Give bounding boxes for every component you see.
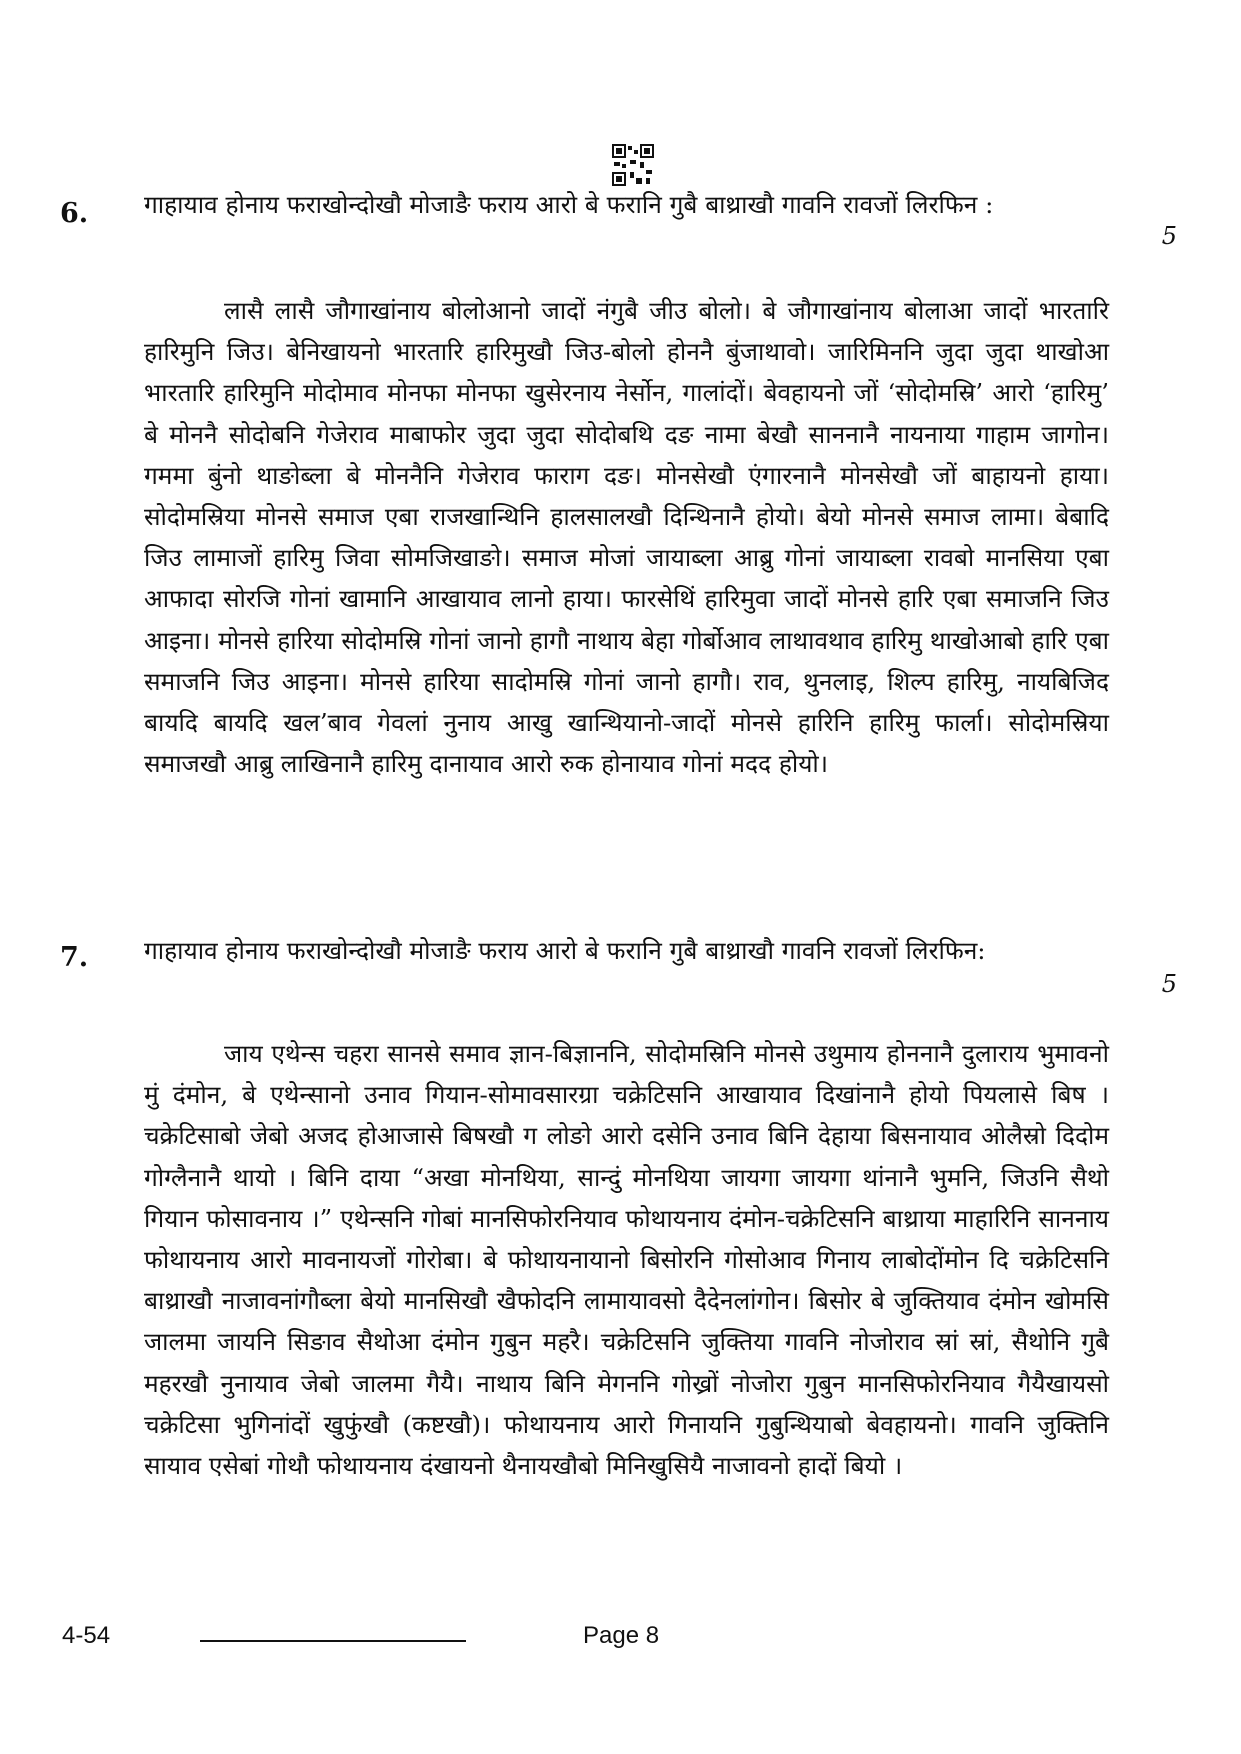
qr-code-icon <box>612 144 654 186</box>
paper-code: 4-54 <box>62 1622 111 1649</box>
question-prompt: गाहायाव होनाय फराखोन्दोखौ मोजाङै फराय आरो बे फरानि गुबै बाथ्राखौ गावनि रावजों लिरफिन : <box>144 190 994 219</box>
footer-divider <box>200 1640 466 1642</box>
page-number: Page 8 <box>583 1622 660 1649</box>
question-marks: 5 <box>1161 970 1177 998</box>
question-prompt: गाहायाव होनाय फराखोन्दोखौ मोजाङै फराय आरो बे फरानि गुबै बाथ्राखौ गावनि रावजों लिरफिन: <box>144 936 986 965</box>
reading-passage: लासै लासै जौगाखांनाय बोलोआनो जादों नंगुबै जीउ बोलो। बे जौगाखांनाय बोलाआ जादों भारतारि हारिमुनि जिउ। बेनिखायनो भारतारि हारिमुखौ जिउ-बोलो होननै बुंजाथावो। जारिमिननि जुदा जुदा थाखोआ भारतारि हारिमुनि मोदोमाव मोनफा मोनफा खुसेरनाय नेर्सोन, गालांदों। बेवहायनो जों ‘सोदोमस्रि’ आरो ‘हारिमु’ बे मोननै सोदोबनि गेजेराव माबाफोर जुदा जुदा सोदोबथि दङ नामा बेखौ साननानै नायनाया गाहाम जागोन। गममा बुंनो थाङोब्ला बे मोननैनि गेजेराव फाराग दङ। मोनसेखौ एंगारनानै मोनसेखौ जों बाहायनो हाया। सोदोमस्रिया मोनसे समाज एबा राजखान्थिनि हालसालखौ दिन्थिनानै होयो। बेयो मोनसे समाज लामा। बेबादि जिउ लामाजों हारिमु जिवा सोमजिखाङो। समाज मोजां जायाब्ला आब्रु गोनां जायाब्ला रावबो मानसिया एबा आफादा सोरजि गोनां खामानि आखायाव लानो हाया। फारसेथिं हारिमुवा जादों मोनसे हारि एबा समाजनि जिउ आइना। मोनसे हारिया सोदोमस्रि गोनां जानो हागौ नाथाय बेहा गोर्बोआव लाथावथाव हारिमु थाखोआबो हारि एबा समाजनि जिउ आइना। मोनसे हारिया सादोमस्रि गोनां जानो हागौ। राव, थुनलाइ, शिल्प हारिमु, नायबिजिद बायदि बायदि खल’बाव गेवलां नुनाय आखु खान्थियानो-जादों मोनसे हारिनि हारिमु फार्ला। सोदोमस्रिया समाजखौ आब्रु लाखिनानै हारिमु दानायाव आरो रुक होनायाव गोनां मदद होयो। <box>144 296 1109 779</box>
question-marks: 5 <box>1161 222 1177 250</box>
question-number: 6. <box>60 198 89 229</box>
question-number: 7. <box>60 942 89 973</box>
reading-passage: जाय एथेन्स चहरा सानसे समाव ज्ञान-बिज्ञाननि, सोदोमस्रिनि मोनसे उथुमाय होननानै दुलाराय भुमावनो मुं दंमोन, बे एथेन्सानो उनाव गियान-सोमावसारग्रा चक्रेटिसनि आखायाव दिखांनानै होयो पियलासे बिष । चक्रेटिसाबो जेबो अजद होआजासे बिषखौ ग लोङो आरो दसेनि उनाव बिनि देहाया बिसनायाव ओलैस्रो दिदोम गोग्लैनानै थायो । बिनि दाया “अखा मोनथिया, सान्दुं मोनथिया जायगा जायगा थांनानै भुमनि, जिउनि सैथो गियान फोसावनाय ।” एथेन्सनि गोबां मानसिफोरनियाव फोथायनाय दंमोन-चक्रेटिसनि बाथ्राया माहारिनि साननाय फोथायनाय आरो मावनायजों गोरोबा। बे फोथायनायानो बिसोरनि गोसोआव गिनाय लाबोदोंमोन दि चक्रेटिसनि बाथ्राखौ नाजावनांगौब्ला बेयो मानसिखौ खैफोदनि लामायावसो दैदेनलांगोन। बिसोर बे जुक्तियाव दंमोन खोमसि जालमा जायनि सिङाव सैथोआ दंमोन गुबुन महरै। चक्रेटिसनि जुक्तिया गावनि नोजोराव स्रां स्रां, सैथोनि गुबै महरखौ नुनायाव जेबो जालमा गैयै। नाथाय बिनि मेगननि गोख्रों नोजोरा गुबुन मानसिफोरनियाव गैयैखायसो चक्रेटिसा भुगिनांदों खुफुंखौ (कष्टखौ)। फोथायनाय आरो गिनायनि गुबुन्थियाबो बेवहायनो। गावनि जुक्तिनि सायाव एसेबां गोथौ फोथायनाय दंखायनो थैनायखौबो मिनिखुसियै नाजावनो हादों बियो । <box>144 1039 1109 1481</box>
